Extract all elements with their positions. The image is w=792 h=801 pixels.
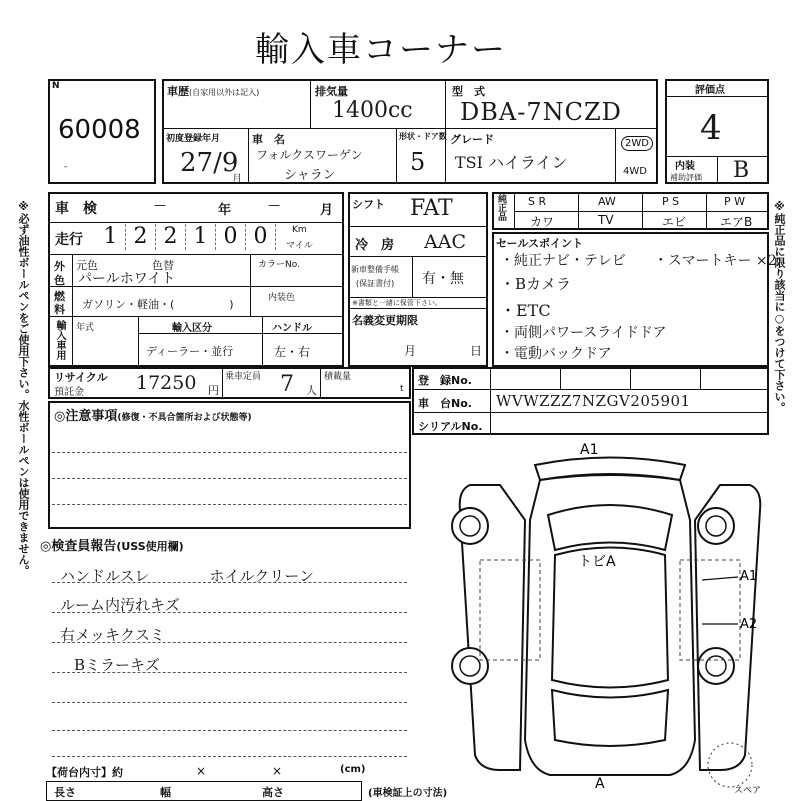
inspector-label: ◎検査員報告(USS使用欄) (40, 539, 184, 554)
grade-value: TSI ハイライン (455, 153, 568, 172)
equip-header-1: S R (528, 195, 547, 208)
mileage-digit: 1 (186, 224, 216, 250)
wheel-front-left (452, 508, 488, 544)
cargo-unit: (cm) (340, 764, 366, 775)
serial-label: シリアルNo. (418, 420, 483, 433)
displacement-label: 排気量 (315, 85, 348, 98)
sales-point-3: ・ETC (500, 301, 551, 320)
cargo-label: 【荷台内寸】約 (46, 766, 123, 779)
manual-value: 有・無 (422, 271, 464, 287)
cargo-x2: × (272, 764, 283, 778)
color-code-label: カラーNo. (258, 260, 300, 270)
mark-rear: A (595, 776, 605, 792)
sales-point-4: ・両側パワースライドドア (500, 325, 667, 341)
ac-value: AAC (424, 231, 466, 253)
side-note-left: ※必ず油性ボールペンをご使用下さい。水性ボールペンは使用できません。 (17, 200, 30, 576)
equip-header-2: AW (598, 195, 616, 208)
rear-window (552, 690, 668, 746)
color-change-label: 色替 (152, 259, 174, 272)
wheel-rear-left (452, 648, 488, 684)
side-note-right: ※純正品に限り該当に○をつけて下さい。 (773, 200, 786, 413)
interior-value: B (733, 158, 750, 183)
handle-label: ハンドル (272, 323, 312, 334)
load-label: 積載量 (324, 372, 352, 382)
mileage-unit-km: Km (292, 225, 307, 235)
history-label: 車歴(自家用以外は記入) (167, 85, 260, 98)
mileage-unit-mile: マイル (286, 241, 313, 251)
inspection-label: 車 検 (55, 201, 97, 217)
doors-value: 5 (410, 148, 426, 176)
rating-label: 評価点 (695, 85, 725, 96)
cargo-height: 高さ (262, 786, 284, 799)
handle-value: 左・右 (274, 345, 311, 359)
import-year-label: 年式 (76, 323, 95, 333)
doors-label: 形状・ドア数 (399, 132, 447, 141)
recycle-label1: リサイクル (54, 371, 108, 384)
fuel-label1: 燃 (54, 290, 65, 303)
ac-label: 冷 房 (355, 238, 395, 253)
mark-right-1: A1 (740, 569, 758, 584)
inspection-dash2: — (268, 198, 280, 212)
equip-header-3: P S (662, 195, 680, 208)
car-name-line2: シャラン (284, 168, 336, 183)
spare-tire (708, 743, 752, 787)
car-body (525, 475, 695, 775)
cargo-x1: × (196, 764, 207, 778)
import-side-label: 輸入車用 (54, 320, 65, 360)
chassis-label: 車 台No. (418, 397, 472, 410)
inspector-line-3: 右メッキクスミ (60, 626, 165, 644)
mark-front: A1 (580, 442, 599, 458)
cargo-width: 幅 (160, 786, 171, 799)
shift-label: シフト (352, 198, 385, 211)
inspector-line-1: ハンドルスレ ホイルクリーン (60, 567, 314, 585)
inspection-month: 月 (320, 203, 334, 218)
wheel-front-right (698, 508, 734, 544)
recycle-label2: 預託金 (54, 387, 84, 398)
first-reg-unit: 月 (232, 174, 242, 185)
fuel-label2: 料 (54, 303, 65, 316)
capacity-value: 7 (280, 372, 294, 397)
sales-point-1: ・純正ナビ・テレビ ・スマートキー ×2 (500, 253, 777, 269)
equipment-side-label: 純正品 (496, 194, 506, 221)
color-orig-label: 元色 (76, 259, 98, 272)
lot-prefix: N (52, 81, 60, 91)
shift-value: FAT (410, 196, 453, 221)
mileage-label: 走行 (55, 232, 83, 248)
recycle-value: 17250 (136, 372, 197, 394)
car-name-label: 車 名 (252, 133, 285, 146)
mileage-digit: 2 (126, 224, 156, 250)
lot-number: 60008 (58, 115, 141, 145)
capacity-label: 乗車定員 (225, 372, 262, 382)
model-label: 型 式 (452, 85, 485, 98)
mileage-digit: 0 (216, 224, 246, 250)
grade-label: グレード (450, 133, 494, 146)
name-change-month: 月 (404, 344, 417, 358)
mileage-digit: 1 (96, 224, 126, 250)
name-change-day: 日 (470, 344, 483, 358)
inspection-dash1: — (154, 198, 166, 212)
mileage-digits (96, 224, 286, 252)
page-title: 輸入車コーナー (255, 30, 507, 70)
equip-value-1: カワ (530, 215, 555, 229)
first-reg-label: 初度登録年月 (166, 134, 221, 144)
front-bumper (535, 458, 685, 481)
mark-roof: トビA (578, 554, 616, 570)
load-unit: t (400, 384, 404, 394)
recycle-unit: 円 (208, 384, 219, 397)
sales-point-2: ・Bカメラ (500, 275, 572, 293)
drive-4wd: 4WD (623, 166, 647, 177)
sales-points-label: セールスポイント (496, 237, 584, 250)
name-change-label: 名義変更期限 (352, 314, 418, 327)
displacement-value: 1400cc (332, 98, 413, 123)
caution-label: ◎注意事項(修復・不具合箇所および状態等) (54, 409, 252, 424)
interior-color-label: 内装色 (268, 293, 296, 303)
equip-header-4: P W (724, 195, 746, 208)
color-label1: 外 (54, 260, 65, 273)
wheel-rear-right (698, 648, 734, 684)
fuel-options: ガソリン・軽油・( ) (82, 298, 234, 311)
manual-label2: (保証書付) (356, 279, 395, 288)
model-value: DBA-7NCZD (460, 98, 622, 126)
color-value: パールホワイト (78, 271, 176, 287)
car-diagram (440, 440, 780, 795)
manual-label1: 新車整備手帳 (351, 265, 399, 274)
inspector-line-4: Bミラーキズ (74, 656, 160, 674)
cargo-dims (46, 781, 362, 801)
equip-value-2: TV (598, 213, 614, 227)
chassis-value: WVWZZZ7NZGV205901 (496, 392, 691, 410)
first-reg-value: 27/9 (180, 148, 239, 178)
inspector-line-2: ルーム内汚れキズ (60, 596, 180, 614)
car-name-line1: フォルクスワーゲン (256, 148, 363, 162)
equip-value-4: エアB (720, 215, 753, 229)
rating-value: 4 (700, 108, 722, 148)
sales-point-5: ・電動バックドア (500, 346, 612, 362)
inspection-year: 年 (218, 203, 232, 218)
manual-note: ※書類と一緒に保管下さい。 (352, 299, 442, 307)
lot-sub: - (64, 162, 68, 172)
import-class-value: ディーラー・並行 (146, 345, 234, 358)
mark-right-2: A2 (740, 617, 758, 632)
interior-label: 内装 (675, 161, 695, 172)
registration-label: 登 録No. (418, 374, 472, 387)
windshield (548, 505, 672, 550)
color-label2: 色 (54, 274, 65, 287)
interior-sub: 補助評価 (670, 173, 702, 182)
equip-value-3: エビ (662, 215, 687, 229)
capacity-unit: 人 (306, 384, 317, 397)
cargo-note: (車検証上の寸法) (368, 788, 448, 799)
drive-2wd: 2WD (621, 136, 653, 151)
cargo-length: 長さ (54, 786, 76, 799)
import-class-label: 輸入区分 (172, 323, 212, 334)
mileage-digit: 2 (156, 224, 186, 250)
mileage-digit: 0 (246, 224, 276, 250)
spare-label: スペア (734, 786, 762, 795)
